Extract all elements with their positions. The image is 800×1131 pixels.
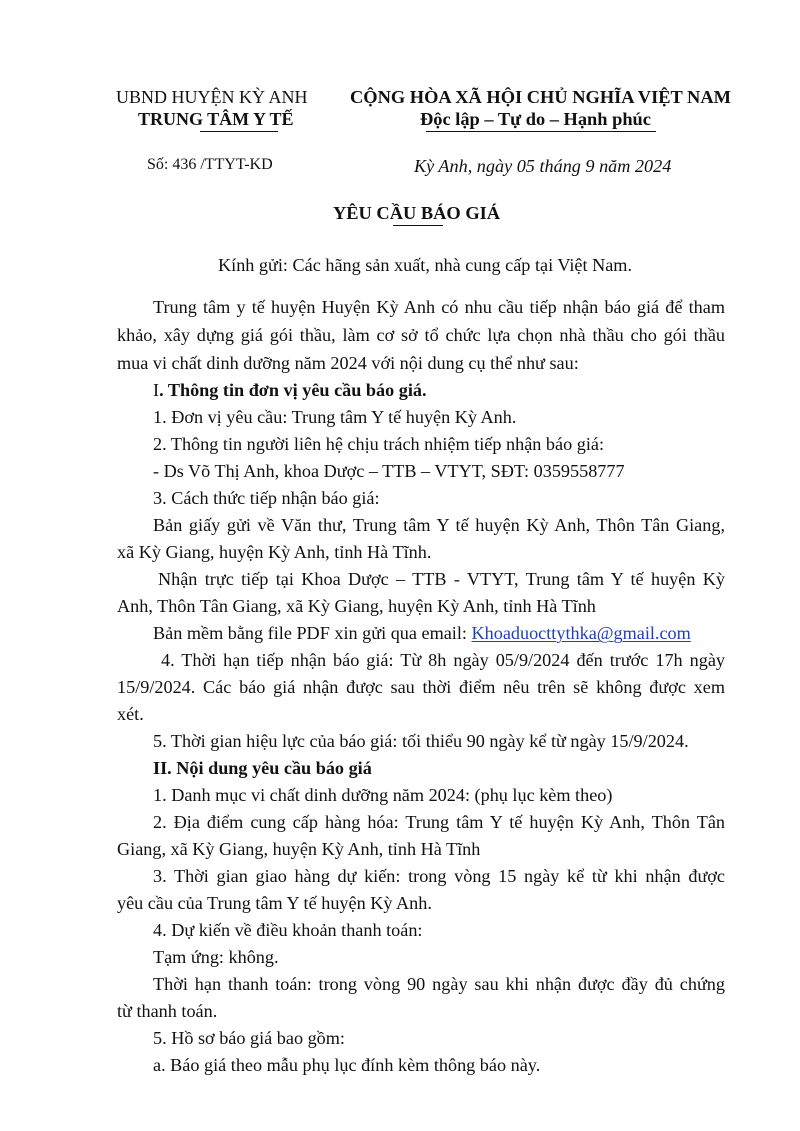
s1-item-4-line-1: 4. Thời hạn tiếp nhận báo giá: Từ 8h ngày 05/9/2024 đến trước 17h ngày: [161, 650, 725, 670]
national-motto: Độc lập – Tự do – Hạnh phúc: [420, 109, 651, 129]
s1-paper-line-1: Bản giấy gửi về Văn thư, Trung tâm Y tế huyện Kỳ Anh, Thôn Tân Giang,: [153, 515, 725, 535]
issuing-agency: UBND HUYỆN KỲ ANH: [116, 87, 308, 107]
document-number: Số: 436 /TTYT-KD: [147, 156, 273, 173]
section-1-numeral: I: [153, 380, 160, 400]
s2-term-line-1: Thời hạn thanh toán: trong vòng 90 ngày sau khi nhận được đầy đủ chứng: [153, 974, 725, 994]
s1-contact: - Ds Võ Thị Anh, khoa Dược – TTB – VTYT, SĐT: 0359558777: [153, 461, 625, 481]
recipient-line: Kính gửi: Các hãng sản xuất, nhà cung cấp tại Việt Nam.: [218, 255, 633, 275]
s2-item-3-line-2: yêu cầu của Trung tâm Y tế huyện Kỳ Anh.: [117, 893, 432, 913]
s1-item-2: 2. Thông tin người liên hệ chịu trách nhiệm tiếp nhận báo giá:: [153, 434, 604, 454]
s1-direct-line-2: Anh, Thôn Tân Giang, xã Kỳ Giang, huyện Kỳ Anh, tỉnh Hà Tĩnh: [117, 596, 596, 616]
s1-item-1: 1. Đơn vị yêu cầu: Trung tâm Y tế huyện Kỳ Anh.: [153, 407, 517, 427]
section-1-heading: [153, 381, 427, 399]
s2-item-3-line-1: 3. Thời gian giao hàng dự kiến: trong vòng 15 ngày kể từ khi nhận được: [153, 866, 725, 886]
s1-email-line: [153, 624, 691, 642]
s1-item-4-line-3: xét.: [117, 704, 144, 724]
s2-item-5a: a. Báo giá theo mẫu phụ lục đính kèm thông báo này.: [153, 1055, 541, 1075]
intro-line-1: Trung tâm y tế huyện Huyện Kỳ Anh có nhu cầu tiếp nhận báo giá để tham: [153, 297, 725, 317]
issuing-unit: TRUNG TÂM Y TẾ: [138, 109, 294, 129]
email-link[interactable]: Khoaduocttythka@gmail.com: [471, 623, 691, 643]
intro-line-3: mua vi chất dinh dưỡng năm 2024 với nội dung cụ thể như sau:: [117, 353, 579, 373]
s2-term-line-2: từ thanh toán.: [117, 1001, 218, 1021]
section-2-heading: II. Nội dung yêu cầu báo giá: [153, 758, 372, 778]
s2-item-2-line-2: Giang, xã Kỳ Giang, huyện Kỳ Anh, tỉnh Hà Tĩnh: [117, 839, 481, 859]
place-and-date: Kỳ Anh, ngày 05 tháng 9 năm 2024: [414, 156, 672, 176]
s1-paper-line-2: xã Kỳ Giang, huyện Kỳ Anh, tỉnh Hà Tĩnh.: [117, 542, 432, 562]
intro-line-2: khảo, xây dựng giá gói thầu, làm cơ sở tổ chức lựa chọn nhà thầu cho gói thầu: [117, 325, 725, 345]
motto-underline: [426, 131, 656, 132]
s2-item-4: 4. Dự kiến về điều khoản thanh toán:: [153, 920, 423, 940]
s2-advance: Tạm ứng: không.: [153, 947, 279, 967]
s2-item-1: 1. Danh mục vi chất dinh dưỡng năm 2024: (phụ lục kèm theo): [153, 785, 613, 805]
document-title: YÊU CẦU BÁO GIÁ: [333, 203, 501, 223]
unit-underline: [200, 131, 278, 132]
s2-item-2-line-1: 2. Địa điểm cung cấp hàng hóa: Trung tâm Y tế huyện Kỳ Anh, Thôn Tân: [153, 812, 725, 832]
title-underline: [393, 225, 443, 226]
s1-item-4-line-2: 15/9/2024. Các báo giá nhận được sau thời điểm nêu trên sẽ không được xem: [117, 677, 725, 697]
s1-item-3: 3. Cách thức tiếp nhận báo giá:: [153, 488, 380, 508]
section-1-heading-text: . Thông tin đơn vị yêu cầu báo giá.: [159, 380, 427, 400]
s2-item-5: 5. Hồ sơ báo giá bao gồm:: [153, 1028, 345, 1048]
s1-item-5: 5. Thời gian hiệu lực của báo giá: tối thiểu 90 ngày kể từ ngày 15/9/2024.: [153, 731, 689, 751]
country-name: CỘNG HÒA XÃ HỘI CHỦ NGHĨA VIỆT NAM: [350, 87, 731, 107]
s1-direct-line-1: Nhận trực tiếp tại Khoa Dược – TTB - VTYT, Trung tâm Y tế huyện Kỳ: [158, 569, 725, 589]
email-prefix: Bản mềm bằng file PDF xin gửi qua email:: [153, 623, 472, 643]
